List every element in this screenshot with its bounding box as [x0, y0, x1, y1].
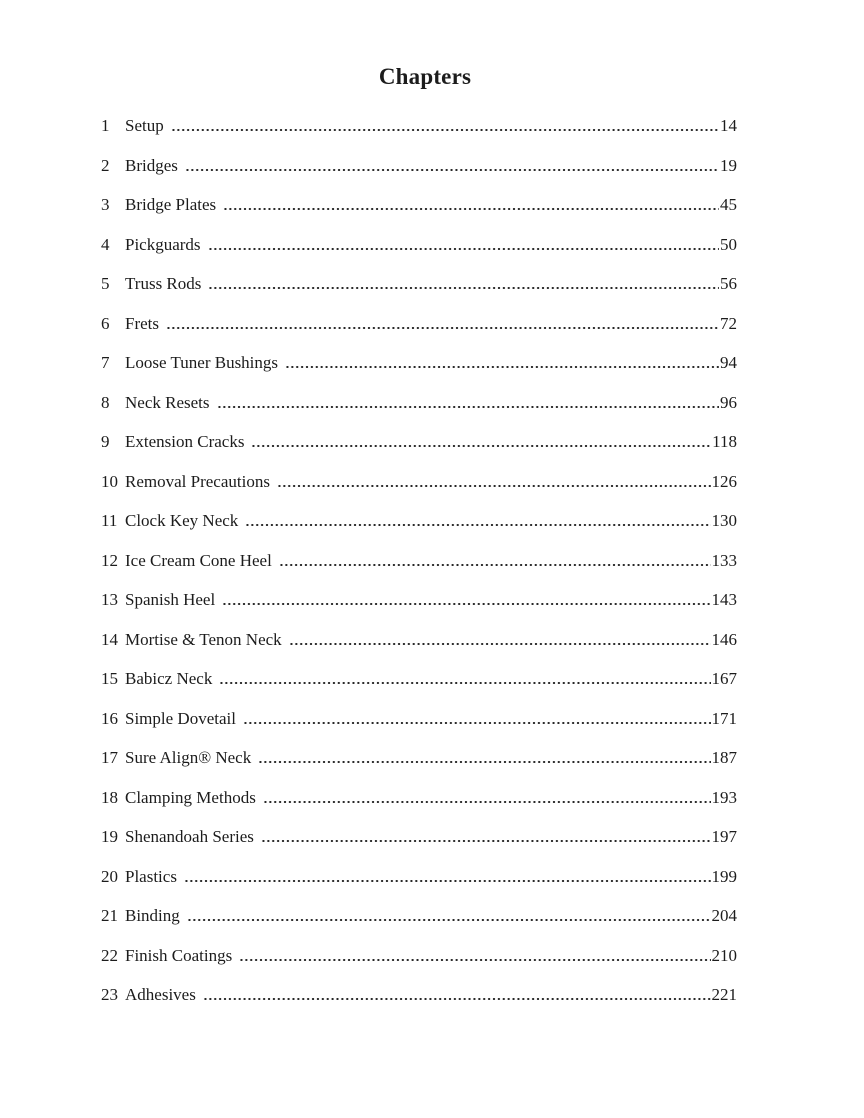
- chapter-title: Clamping Methods: [125, 787, 256, 807]
- dot-leader: [185, 169, 719, 171]
- chapter-title: Simple Dovetail: [125, 708, 236, 728]
- chapter-number: 23: [101, 985, 118, 1004]
- chapter-page-number: 72: [720, 313, 737, 333]
- toc-entry: [101, 898, 737, 938]
- chapter-number: 18: [101, 787, 118, 807]
- chapter-title: Mortise & Tenon Neck: [125, 629, 282, 649]
- chapter-number: 16: [101, 708, 118, 728]
- dot-leader: [239, 959, 710, 961]
- chapter-number: 9: [101, 432, 110, 451]
- toc-entry: [101, 740, 737, 780]
- toc-entry: [101, 780, 737, 820]
- chapter-page-number: 118: [712, 432, 737, 451]
- dot-leader: [263, 801, 711, 803]
- dot-leader: [208, 287, 719, 289]
- dot-leader: [243, 722, 711, 724]
- chapter-title: Babicz Neck: [125, 669, 213, 688]
- chapter-title: Plastics: [125, 866, 177, 886]
- dot-leader: [277, 485, 711, 487]
- chapter-page-number: 96: [720, 392, 737, 412]
- toc-entry: [101, 464, 737, 504]
- dot-leader: [219, 682, 710, 684]
- chapter-number: 10: [101, 471, 118, 491]
- toc-entry: [101, 266, 737, 306]
- chapter-number: 15: [101, 669, 118, 688]
- chapter-title: Binding: [125, 906, 180, 925]
- chapter-page-number: 143: [711, 590, 737, 609]
- chapter-number: 12: [101, 550, 118, 570]
- toc-entry: [101, 306, 737, 346]
- toc-entry: [101, 701, 737, 741]
- chapter-number: 20: [101, 866, 118, 886]
- chapter-title: Loose Tuner Bushings: [125, 353, 279, 372]
- toc-entry: [101, 345, 737, 385]
- chapter-title: Truss Rods: [125, 274, 202, 293]
- chapter-title: Pickguards: [125, 234, 201, 254]
- dot-leader: [166, 327, 719, 329]
- toc-entry: [101, 977, 737, 1017]
- chapter-title: Bridge Plates: [125, 195, 217, 214]
- chapter-page-number: 193: [711, 787, 737, 807]
- chapter-title: Clock Key Neck: [125, 511, 239, 530]
- chapter-page-number: 14: [720, 116, 737, 135]
- chapter-title: Spanish Heel: [125, 590, 216, 609]
- toc-entry: [101, 108, 737, 148]
- dot-leader: [279, 564, 711, 566]
- toc-entry: [101, 187, 737, 227]
- dot-leader: [184, 880, 711, 882]
- chapter-list: [101, 108, 737, 1017]
- chapter-number: 17: [101, 748, 118, 767]
- toc-entry: [101, 424, 737, 464]
- chapter-page-number: 197: [711, 827, 737, 846]
- chapter-number: 22: [101, 945, 118, 965]
- chapter-number: 5: [101, 274, 110, 293]
- chapter-title: Adhesives: [125, 985, 196, 1004]
- chapter-number: 3: [101, 195, 110, 214]
- chapter-page-number: 133: [711, 550, 737, 570]
- chapter-number: 21: [101, 906, 118, 925]
- toc-entry: [101, 503, 737, 543]
- chapter-number: 7: [101, 353, 110, 372]
- chapter-page-number: 130: [711, 511, 737, 530]
- toc-entry: [101, 543, 737, 583]
- chapter-title: Extension Cracks: [125, 432, 245, 451]
- toc-entry: [101, 938, 737, 978]
- dot-leader: [222, 603, 710, 605]
- chapter-title: Bridges: [125, 155, 178, 175]
- dot-leader: [289, 643, 711, 645]
- toc-entry: [101, 661, 737, 701]
- chapter-title: Ice Cream Cone Heel: [125, 550, 272, 570]
- dot-leader: [285, 366, 719, 368]
- toc-entry: [101, 859, 737, 899]
- chapter-title: Removal Precautions: [125, 471, 270, 491]
- toc-entry: [101, 148, 737, 188]
- toc-entry: [101, 385, 737, 425]
- toc-entry: [101, 227, 737, 267]
- chapter-number: 14: [101, 629, 118, 649]
- chapter-title: Sure Align® Neck: [125, 748, 252, 767]
- chapter-number: 4: [101, 234, 110, 254]
- chapter-page-number: 56: [720, 274, 737, 293]
- chapter-number: 1: [101, 116, 110, 135]
- dot-leader: [208, 248, 719, 250]
- page-title: Chapters: [378, 64, 472, 89]
- chapter-page-number: 171: [711, 708, 737, 728]
- dot-leader: [251, 445, 711, 447]
- toc-entry: [101, 622, 737, 662]
- chapter-title: Neck Resets: [125, 392, 210, 412]
- dot-leader: [187, 919, 711, 921]
- chapter-page-number: 126: [711, 471, 737, 491]
- chapter-page-number: 204: [711, 906, 737, 925]
- chapter-number: 19: [101, 827, 118, 846]
- dot-leader: [258, 761, 710, 763]
- chapter-page-number: 199: [711, 866, 737, 886]
- chapter-number: 6: [101, 313, 110, 333]
- toc-entry: [101, 819, 737, 859]
- dot-leader: [217, 406, 719, 408]
- chapter-title: Frets: [125, 313, 159, 333]
- chapter-page-number: 45: [720, 195, 737, 214]
- chapter-page-number: 210: [711, 945, 737, 965]
- chapter-number: 11: [101, 511, 118, 530]
- chapter-page-number: 19: [720, 155, 737, 175]
- chapter-page-number: 187: [711, 748, 737, 767]
- dot-leader: [261, 840, 711, 842]
- dot-leader: [171, 129, 719, 131]
- chapter-title: Shenandoah Series: [125, 827, 254, 846]
- chapter-page-number: 50: [720, 234, 737, 254]
- dot-leader: [203, 998, 711, 1000]
- chapter-title: Setup: [125, 116, 164, 135]
- chapter-number: 13: [101, 590, 118, 609]
- chapter-number: 2: [101, 155, 110, 175]
- chapter-page-number: 146: [711, 629, 737, 649]
- chapter-title: Finish Coatings: [125, 945, 233, 965]
- chapter-number: 8: [101, 392, 110, 412]
- dot-leader: [223, 208, 719, 210]
- chapter-page-number: 167: [711, 669, 737, 688]
- chapter-page-number: 221: [711, 985, 737, 1004]
- toc-entry: [101, 582, 737, 622]
- dot-leader: [245, 524, 710, 526]
- chapter-page-number: 94: [720, 353, 737, 372]
